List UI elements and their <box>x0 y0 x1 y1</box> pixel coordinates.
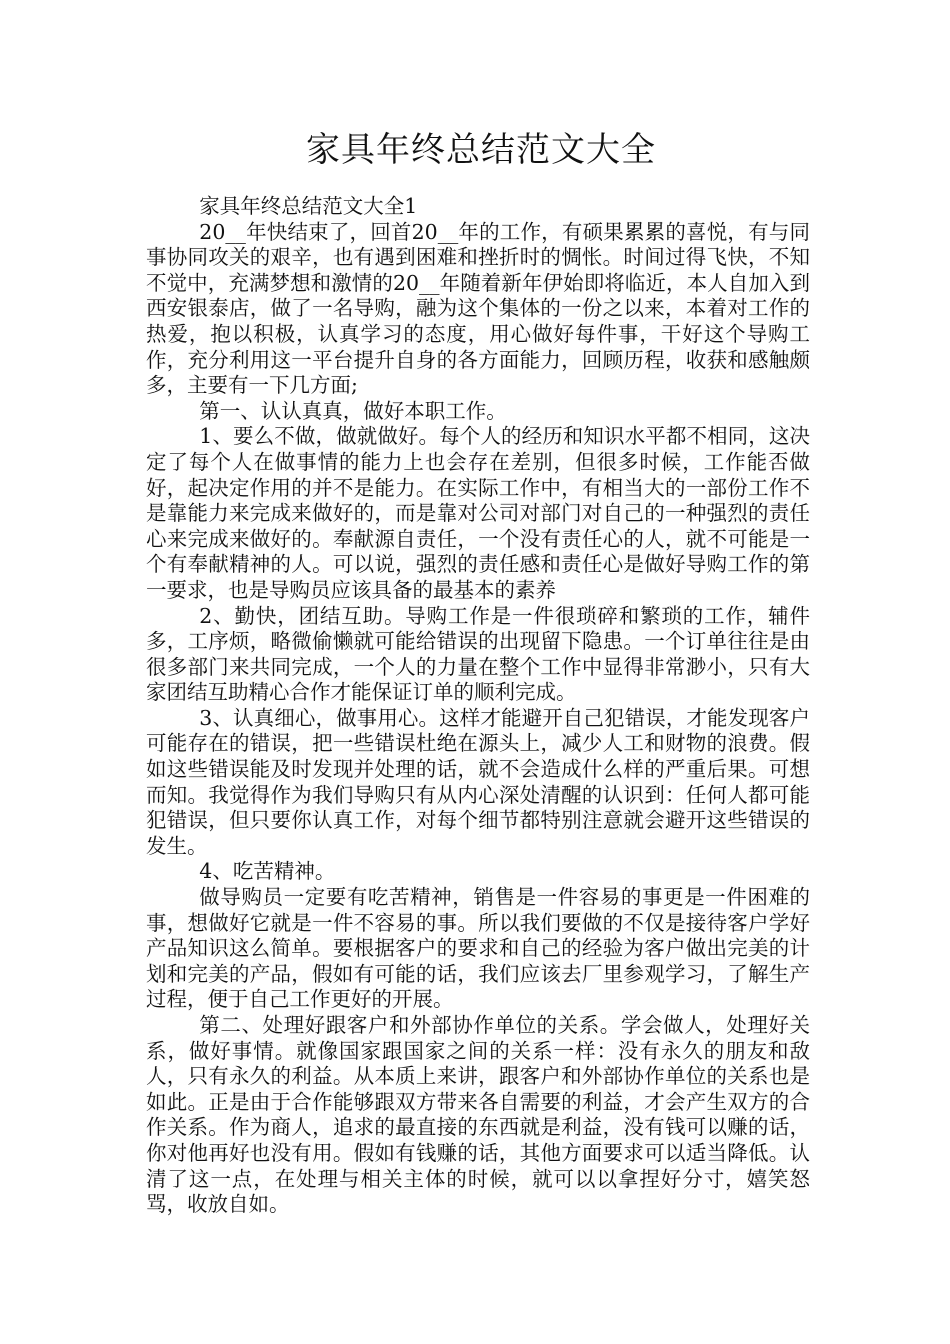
paragraph-point-two: 2、勤快，团结互助。导购工作是一件很琐碎和繁琐的工作，辅件多，工序烦，略微偷懒就可能给错误的出现留下隐患。一个订单往往是由很多部门来共同完成，一个人的力量在整个工作中显得非常渺小，只有大家团结互助精心合作才能保证订单的顺利完成。 <box>146 603 810 705</box>
paragraph-point-four: 做导购员一定要有吃苦精神，销售是一件容易的事更是一件困难的事，想做好它就是一件不容易的事。所以我们要做的不仅是接待客户学好产品知识这么简单。要根据客户的要求和自己的经验为客户做出完美的计划和完美的产品，假如有可能的话，我们应该去厂里参观学习，了解生产过程，便于自己工作更好的开展。 <box>146 885 810 1012</box>
paragraph-section-two: 第二、处理好跟客户和外部协作单位的关系。学会做人，处理好关系，做好事情。就像国家跟国家之间的关系一样：没有永久的朋友和敌人，只有永久的利益。从本质上来讲，跟客户和外部协作单位的关系也是如此。正是由于合作能够跟双方带来各自需要的利益，才会产生双方的合作关系。作为商人，追求的最直接的东西就是利益，没有钱可以赚的话，你对他再好也没有用。假如有钱赚的话，其他方面要求可以适当降低。认清了这一点，在处理与相关主体的时候，就可以以拿捏好分寸，嬉笑怒骂，收放自如。 <box>146 1013 810 1217</box>
paragraph-section-one-heading: 第一、认认真真，做好本职工作。 <box>199 398 507 423</box>
document-title: 家具年终总结范文大全 <box>306 130 656 170</box>
paragraph-point-three: 3、认真细心，做事用心。这样才能避开自己犯错误，才能发现客户可能存在的错误，把一些错误杜绝在源头上，减少人工和财物的浪费。假如这些错误能及时发现并处理的话，就不会造成什么样的严重后果。可想而知。我觉得作为我们导购只有从内心深处清醒的认识到：任何人都可能犯错误，但只要你认真工作，对每个细节都特别注意就会避开这些错误的发生。 <box>146 705 810 858</box>
paragraph-subtitle: 家具年终总结范文大全1 <box>199 194 418 218</box>
paragraph-point-one: 1、要么不做，做就做好。每个人的经历和知识水平都不相同，这决定了每个人在做事情的能力上也会存在差别，但很多时候，工作能否做好，起决定作用的并不是能力。在实际工作中，有相当大的一部份工作不是靠能力来完成来做好的，而是靠对公司对部门对自己的一种强烈的责任心来完成来做好的。奉献源自责任，一个没有责任心的人，就不可能是一个有奉献精神的人。可以说，强烈的责任感和责任心是做好导购工作的第一要求，也是导购员应该具备的最基本的素养 <box>146 424 810 602</box>
paragraph-point-four-heading: 4、吃苦精神。 <box>199 859 336 884</box>
paragraph-intro: 20__年快结束了，回首20__年的工作，有硕果累累的喜悦，有与同事协同攻关的艰辛，也有遇到困难和挫折时的惆怅。时间过得飞快，不知不觉中，充满梦想和激情的20__年随着新年伊始即将临近，本人自加入到西安银泰店，做了一名导购，融为这个集体的一份之以来，本着对工作的热爱，抱以积极，认真学习的态度，用心做好每件事，干好这个导购工作，充分利用这一平台提升自身的各方面能力，回顾历程，收获和感触颇多，主要有一下几方面; <box>146 219 810 398</box>
document-body <box>146 194 810 1218</box>
